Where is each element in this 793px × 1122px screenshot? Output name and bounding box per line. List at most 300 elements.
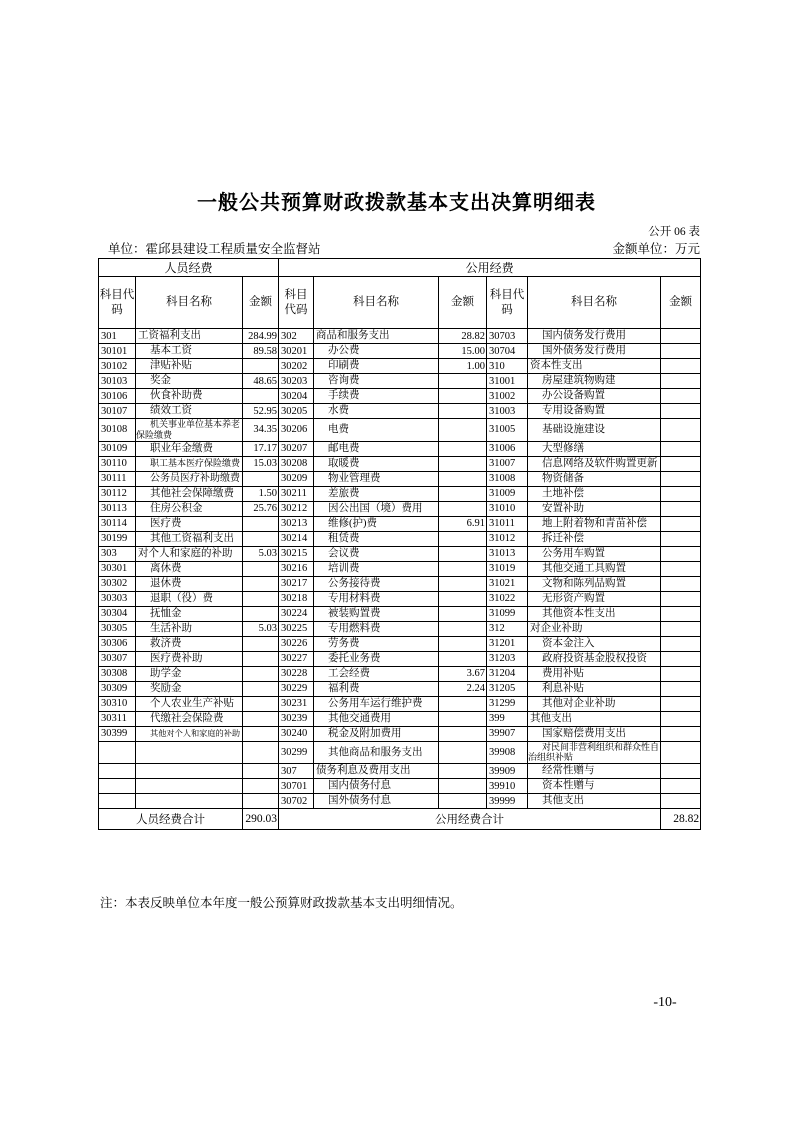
cell-name: 其他工资福利支出 <box>136 531 243 546</box>
cell-name: 公务用车运行维护费 <box>314 696 439 711</box>
table-head <box>99 259 701 329</box>
cell-name: 代缴社会保险费 <box>136 711 243 726</box>
cell-name: 其他商品和服务支出 <box>314 741 439 764</box>
table-foot <box>99 809 701 830</box>
table-row <box>99 764 701 779</box>
col-header-amount-2: 金额 <box>439 277 487 329</box>
cell-code: 302 <box>279 329 314 344</box>
table-row <box>99 636 701 651</box>
cell-name: 培训费 <box>314 561 439 576</box>
cell-code: 31019 <box>487 561 528 576</box>
cell-code: 39907 <box>487 726 528 741</box>
cell-code: 30102 <box>99 359 136 374</box>
cell-name: 土地补偿 <box>528 486 661 501</box>
cell-code: 30299 <box>279 741 314 764</box>
cell-name: 租赁费 <box>314 531 439 546</box>
cell-code: 30108 <box>99 419 136 442</box>
cell-name: 信息网络及软件购置更新 <box>528 456 661 471</box>
cell-amount <box>439 591 487 606</box>
cell-name: 基础设施建设 <box>528 419 661 442</box>
cell-amount <box>439 779 487 794</box>
cell-code: 310 <box>487 359 528 374</box>
group-header-personnel: 人员经费 <box>99 259 279 277</box>
cell-code: 30226 <box>279 636 314 651</box>
unit-name <box>98 239 321 257</box>
cell-name: 津贴补贴 <box>136 359 243 374</box>
cell-code: 30215 <box>279 546 314 561</box>
cell-name: 资本性支出 <box>528 359 661 374</box>
table-row <box>99 531 701 546</box>
unit-line <box>98 239 700 257</box>
cell-code: 31021 <box>487 576 528 591</box>
cell-code: 30203 <box>279 374 314 389</box>
cell-name: 安置补助 <box>528 501 661 516</box>
table-row <box>99 546 701 561</box>
cell-name: 资本性赠与 <box>528 779 661 794</box>
cell-name: 手续费 <box>314 389 439 404</box>
table-row <box>99 606 701 621</box>
cell-code: 30240 <box>279 726 314 741</box>
cell-name: 对个人和家庭的补助 <box>136 546 243 561</box>
cell-name: 专用设备购置 <box>528 404 661 419</box>
table-row <box>99 441 701 456</box>
amount-unit-value: 万元 <box>674 242 700 256</box>
unit-value: 霍邱县建设工程质量安全监督站 <box>145 242 321 256</box>
cell-amount <box>243 636 279 651</box>
cell-code: 31204 <box>487 666 528 681</box>
table-row <box>99 591 701 606</box>
cell-code: 303 <box>99 546 136 561</box>
unit-label: 单位： <box>108 242 146 256</box>
table-row <box>99 404 701 419</box>
cell-amount: 89.58 <box>243 344 279 359</box>
cell-name: 其他资本性支出 <box>528 606 661 621</box>
cell-code: 30207 <box>279 441 314 456</box>
col-header-code-3: 科目代码 <box>487 277 528 329</box>
cell-amount <box>243 576 279 591</box>
cell-code: 31013 <box>487 546 528 561</box>
col-header-amount-1: 金额 <box>243 277 279 329</box>
col-header-amount-3: 金额 <box>661 277 701 329</box>
cell-amount <box>661 711 701 726</box>
cell-name: 地上附着物和青苗补偿 <box>528 516 661 531</box>
cell-amount <box>243 764 279 779</box>
cell-code: 31008 <box>487 471 528 486</box>
cell-code: 30114 <box>99 516 136 531</box>
cell-name: 公务员医疗补助缴费 <box>136 471 243 486</box>
cell-name: 其他社会保障缴费 <box>136 486 243 501</box>
cell-code: 30111 <box>99 471 136 486</box>
table-row <box>99 696 701 711</box>
cell-amount <box>439 726 487 741</box>
cell-name: 离休费 <box>136 561 243 576</box>
cell-amount: 15.03 <box>243 456 279 471</box>
cell-amount <box>243 531 279 546</box>
cell-name: 住房公积金 <box>136 501 243 516</box>
table-row <box>99 516 701 531</box>
cell-amount <box>243 779 279 794</box>
cell-name: 大型修缮 <box>528 441 661 456</box>
cell-name: 被装购置费 <box>314 606 439 621</box>
cell-amount <box>661 696 701 711</box>
cell-name: 救济费 <box>136 636 243 651</box>
cell-name: 退职（役）费 <box>136 591 243 606</box>
cell-amount <box>243 516 279 531</box>
cell-amount <box>243 359 279 374</box>
cell-amount <box>661 794 701 809</box>
cell-amount: 1.00 <box>439 359 487 374</box>
cell-code: 30301 <box>99 561 136 576</box>
table-row <box>99 419 701 442</box>
cell-name: 电费 <box>314 419 439 442</box>
cell-amount: 1.50 <box>243 486 279 501</box>
cell-amount <box>661 546 701 561</box>
cell-amount <box>661 726 701 741</box>
cell-code: 30214 <box>279 531 314 546</box>
cell-amount <box>661 359 701 374</box>
cell-name: 税金及附加费用 <box>314 726 439 741</box>
amount-unit <box>612 239 700 257</box>
cell-amount <box>661 651 701 666</box>
table-row <box>99 486 701 501</box>
cell-name: 印刷费 <box>314 359 439 374</box>
cell-code: 31011 <box>487 516 528 531</box>
cell-amount <box>439 486 487 501</box>
cell-name: 职业年金缴费 <box>136 441 243 456</box>
table-row <box>99 359 701 374</box>
cell-amount <box>439 441 487 456</box>
cell-code: 30399 <box>99 726 136 741</box>
cell-name: 水费 <box>314 404 439 419</box>
cell-name: 物资储备 <box>528 471 661 486</box>
cell-amount <box>661 666 701 681</box>
cell-amount <box>661 441 701 456</box>
cell-name: 医疗费 <box>136 516 243 531</box>
cell-name: 医疗费补助 <box>136 651 243 666</box>
cell-code: 39910 <box>487 779 528 794</box>
cell-amount <box>439 651 487 666</box>
table-row <box>99 741 701 764</box>
cell-name: 经常性赠与 <box>528 764 661 779</box>
cell-code: 30109 <box>99 441 136 456</box>
cell-code <box>99 741 136 764</box>
cell-name <box>136 741 243 764</box>
cell-name: 办公设备购置 <box>528 389 661 404</box>
cell-code: 31022 <box>487 591 528 606</box>
group-header-public: 公用经费 <box>279 259 701 277</box>
cell-amount <box>439 576 487 591</box>
cell-code: 30208 <box>279 456 314 471</box>
cell-amount <box>439 561 487 576</box>
cell-amount: 6.91 <box>439 516 487 531</box>
cell-amount: 48.65 <box>243 374 279 389</box>
cell-code: 30303 <box>99 591 136 606</box>
cell-amount <box>661 591 701 606</box>
cell-name: 国外债务付息 <box>314 794 439 809</box>
cell-code: 30202 <box>279 359 314 374</box>
table-row <box>99 501 701 516</box>
personnel-total-value: 290.03 <box>243 809 279 830</box>
cell-amount <box>661 606 701 621</box>
cell-code: 30307 <box>99 651 136 666</box>
cell-amount <box>661 344 701 359</box>
amount-unit-label: 金额单位： <box>612 242 675 256</box>
cell-amount: 34.35 <box>243 419 279 442</box>
cell-amount <box>439 389 487 404</box>
cell-code: 30703 <box>487 329 528 344</box>
cell-name: 维修(护)费 <box>314 516 439 531</box>
cell-amount: 2.24 <box>439 681 487 696</box>
cell-amount: 17.17 <box>243 441 279 456</box>
table-row <box>99 576 701 591</box>
cell-amount <box>243 666 279 681</box>
cell-amount: 284.99 <box>243 329 279 344</box>
cell-code: 30305 <box>99 621 136 636</box>
cell-name: 办公费 <box>314 344 439 359</box>
cell-code: 30201 <box>279 344 314 359</box>
cell-code: 30704 <box>487 344 528 359</box>
cell-amount <box>243 741 279 764</box>
cell-name: 咨询费 <box>314 374 439 389</box>
table-row <box>99 621 701 636</box>
public-total-label: 公用经费合计 <box>279 809 661 830</box>
cell-name <box>136 779 243 794</box>
cell-name: 公务接待费 <box>314 576 439 591</box>
cell-code: 30106 <box>99 389 136 404</box>
cell-code: 30212 <box>279 501 314 516</box>
cell-code: 39908 <box>487 741 528 764</box>
cell-code: 30205 <box>279 404 314 419</box>
cell-amount <box>439 546 487 561</box>
cell-name: 债务利息及费用支出 <box>314 764 439 779</box>
cell-amount <box>661 681 701 696</box>
cell-amount: 28.82 <box>439 329 487 344</box>
cell-amount <box>439 636 487 651</box>
cell-amount: 15.00 <box>439 344 487 359</box>
cell-name: 工资福利支出 <box>136 329 243 344</box>
cell-amount <box>439 404 487 419</box>
cell-code: 30211 <box>279 486 314 501</box>
page-number: -10- <box>653 995 677 1010</box>
cell-code: 30113 <box>99 501 136 516</box>
table-row <box>99 389 701 404</box>
cell-code: 31003 <box>487 404 528 419</box>
cell-amount <box>661 516 701 531</box>
cell-code: 30225 <box>279 621 314 636</box>
cell-code: 30110 <box>99 456 136 471</box>
table-row <box>99 329 701 344</box>
cell-code <box>99 794 136 809</box>
cell-amount <box>439 606 487 621</box>
cell-code: 30311 <box>99 711 136 726</box>
cell-amount <box>439 741 487 764</box>
cell-code: 30216 <box>279 561 314 576</box>
cell-code: 30231 <box>279 696 314 711</box>
cell-code: 30309 <box>99 681 136 696</box>
cell-name: 公务用车购置 <box>528 546 661 561</box>
cell-code: 30227 <box>279 651 314 666</box>
cell-name: 职工基本医疗保险缴费 <box>136 456 243 471</box>
table-row <box>99 711 701 726</box>
cell-name: 房屋建筑物购建 <box>528 374 661 389</box>
table-row <box>99 681 701 696</box>
cell-code: 301 <box>99 329 136 344</box>
cell-name: 邮电费 <box>314 441 439 456</box>
cell-amount: 5.03 <box>243 546 279 561</box>
cell-code: 31099 <box>487 606 528 621</box>
cell-code: 31012 <box>487 531 528 546</box>
cell-amount <box>661 486 701 501</box>
cell-name: 生活补助 <box>136 621 243 636</box>
cell-name: 其他交通工具购置 <box>528 561 661 576</box>
cell-code: 30224 <box>279 606 314 621</box>
cell-amount <box>243 606 279 621</box>
table-body <box>99 329 701 809</box>
cell-name: 费用补贴 <box>528 666 661 681</box>
cell-amount <box>661 779 701 794</box>
cell-code: 307 <box>279 764 314 779</box>
cell-code: 30218 <box>279 591 314 606</box>
cell-code: 30228 <box>279 666 314 681</box>
cell-name: 个人农业生产补贴 <box>136 696 243 711</box>
cell-name: 差旅费 <box>314 486 439 501</box>
cell-name: 其他支出 <box>528 794 661 809</box>
cell-code: 31009 <box>487 486 528 501</box>
table-row <box>99 456 701 471</box>
cell-amount <box>661 576 701 591</box>
cell-code: 30302 <box>99 576 136 591</box>
table-note: 注：本表反映单位本年度一般公预算财政拨款基本支出明细情况。 <box>100 896 463 910</box>
table-row <box>99 666 701 681</box>
cell-amount <box>243 561 279 576</box>
cell-code: 30239 <box>279 711 314 726</box>
cell-name: 其他支出 <box>528 711 661 726</box>
cell-name: 因公出国（境）费用 <box>314 501 439 516</box>
cell-name: 文物和陈列品购置 <box>528 576 661 591</box>
cell-amount <box>661 621 701 636</box>
cell-amount <box>439 501 487 516</box>
cell-amount <box>661 374 701 389</box>
cell-name: 专用燃料费 <box>314 621 439 636</box>
cell-name: 其他对个人和家庭的补助 <box>136 726 243 741</box>
cell-name: 委托业务费 <box>314 651 439 666</box>
cell-name: 国内债务付息 <box>314 779 439 794</box>
cell-code: 31203 <box>487 651 528 666</box>
cell-name: 取暖费 <box>314 456 439 471</box>
cell-name: 奖励金 <box>136 681 243 696</box>
cell-name: 助学金 <box>136 666 243 681</box>
cell-amount <box>661 764 701 779</box>
cell-name: 机关事业单位基本养老保险缴费 <box>136 419 243 442</box>
cell-name: 伙食补助费 <box>136 389 243 404</box>
cell-amount <box>439 419 487 442</box>
cell-name: 对民间非营利组织和群众性自治组织补贴 <box>528 741 660 763</box>
cell-code: 30217 <box>279 576 314 591</box>
cell-name: 国外债务发行费用 <box>528 344 661 359</box>
cell-amount <box>243 651 279 666</box>
cell-amount <box>243 471 279 486</box>
cell-code: 30101 <box>99 344 136 359</box>
cell-amount <box>661 471 701 486</box>
cell-name: 无形资产购置 <box>528 591 661 606</box>
cell-code: 30701 <box>279 779 314 794</box>
cell-code: 30204 <box>279 389 314 404</box>
cell-code: 31006 <box>487 441 528 456</box>
cell-code: 30306 <box>99 636 136 651</box>
cell-amount <box>661 456 701 471</box>
column-header-row <box>99 277 701 329</box>
cell-amount <box>243 681 279 696</box>
cell-code: 30310 <box>99 696 136 711</box>
cell-name: 对企业补助 <box>528 621 661 636</box>
cell-amount <box>439 374 487 389</box>
table-row <box>99 374 701 389</box>
col-header-code-2: 科目代码 <box>279 277 314 329</box>
cell-name <box>136 794 243 809</box>
cell-amount <box>439 696 487 711</box>
cell-amount <box>661 329 701 344</box>
cell-code: 31005 <box>487 419 528 442</box>
cell-name: 政府投资基金股权投资 <box>528 651 661 666</box>
col-header-name-1: 科目名称 <box>136 277 243 329</box>
cell-amount: 3.67 <box>439 666 487 681</box>
cell-name: 其他交通费用 <box>314 711 439 726</box>
cell-amount <box>661 389 701 404</box>
cell-name: 利息补贴 <box>528 681 661 696</box>
col-header-name-2: 科目名称 <box>314 277 439 329</box>
cell-amount: 52.95 <box>243 404 279 419</box>
cell-amount <box>243 726 279 741</box>
cell-name: 绩效工资 <box>136 404 243 419</box>
cell-code: 30213 <box>279 516 314 531</box>
cell-code: 31007 <box>487 456 528 471</box>
cell-name: 资本金注入 <box>528 636 661 651</box>
public-total-value: 28.82 <box>661 809 701 830</box>
cell-code: 30308 <box>99 666 136 681</box>
table-row <box>99 471 701 486</box>
cell-name: 物业管理费 <box>314 471 439 486</box>
cell-amount: 25.76 <box>243 501 279 516</box>
cell-name: 国家赔偿费用支出 <box>528 726 661 741</box>
cell-name: 商品和服务支出 <box>314 329 439 344</box>
cell-amount <box>243 794 279 809</box>
cell-name: 福利费 <box>314 681 439 696</box>
cell-code: 30209 <box>279 471 314 486</box>
cell-amount <box>439 531 487 546</box>
cell-name: 其他对企业补助 <box>528 696 661 711</box>
cell-amount <box>661 404 701 419</box>
cell-amount <box>243 591 279 606</box>
cell-code: 31205 <box>487 681 528 696</box>
cell-amount <box>243 389 279 404</box>
expenditure-table <box>98 258 701 830</box>
group-header-row <box>99 259 701 277</box>
cell-name: 基本工资 <box>136 344 243 359</box>
cell-name: 专用材料费 <box>314 591 439 606</box>
cell-code: 31201 <box>487 636 528 651</box>
table-row <box>99 561 701 576</box>
cell-code: 39999 <box>487 794 528 809</box>
cell-code: 30702 <box>279 794 314 809</box>
cell-code: 399 <box>487 711 528 726</box>
cell-code: 31010 <box>487 501 528 516</box>
cell-amount <box>661 419 701 442</box>
cell-code: 30112 <box>99 486 136 501</box>
cell-amount <box>439 471 487 486</box>
cell-code: 30304 <box>99 606 136 621</box>
personnel-total-label: 人员经费合计 <box>99 809 243 830</box>
cell-amount <box>661 561 701 576</box>
